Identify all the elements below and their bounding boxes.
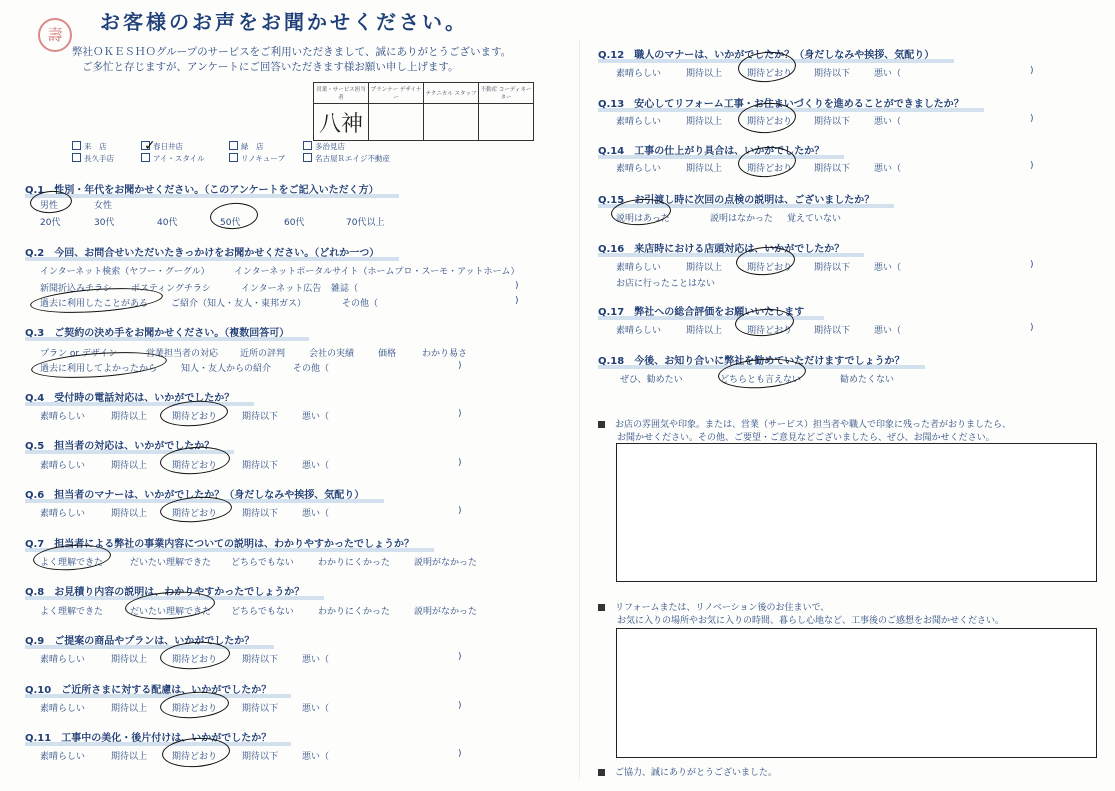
answer-option[interactable]: プラン or デザイン	[40, 349, 118, 359]
answer-option[interactable]: 女性	[94, 201, 113, 211]
checkbox[interactable]	[303, 153, 312, 162]
answer-close-paren: )	[1030, 66, 1034, 76]
answer-option[interactable]: 期待どおり	[747, 117, 793, 127]
answer-option[interactable]: わかりにくかった	[318, 607, 391, 617]
comment-box-1[interactable]	[616, 443, 1097, 582]
answer-option[interactable]: 期待どおり	[172, 412, 218, 422]
store-option[interactable]	[141, 153, 205, 164]
answer-option[interactable]: 悪い（	[302, 412, 330, 422]
answer-option[interactable]: 悪い（	[302, 461, 330, 471]
answer-option[interactable]: 50代	[220, 218, 241, 228]
answer-option[interactable]: わかりにくかった	[318, 558, 391, 568]
answer-option[interactable]: どちらでもない	[231, 558, 294, 568]
answer-option[interactable]: 期待以下	[242, 412, 279, 422]
answer-option[interactable]: 20代	[40, 218, 61, 228]
staff-value-realestate[interactable]	[479, 104, 534, 141]
answer-close-paren: )	[1030, 323, 1034, 333]
right-question-2: Q.13 安心してリフォーム工事・お住まいづくりを進めることができましたか？	[598, 95, 964, 110]
answer-option[interactable]: 覚えていない	[787, 214, 842, 224]
left-question-7: Q.7 担当者による弊社の事業内容についての説明は、わかりやすかったでしょうか？	[25, 535, 414, 550]
staff-table	[313, 82, 534, 141]
staff-value-sales[interactable]: 八神	[314, 104, 369, 141]
right-question-1: Q.12 職人のマナーは、いかがでしたか？（身だしなみや挨拶、気配り）	[598, 46, 934, 61]
comment-prompt-2-line-2: お気に入りの場所やお気に入りの時間、暮らし心地など、工事後のご感想をお聞かせください。	[617, 616, 1005, 626]
answer-option[interactable]: 素晴らしい	[616, 263, 662, 273]
left-question-4: Q.4 受付時の電話対応は、いかがでしたか？	[25, 389, 234, 404]
answer-option[interactable]: 60代	[284, 218, 305, 228]
square-bullet-icon	[598, 769, 605, 776]
answer-close-paren: )	[458, 749, 462, 759]
answer-option[interactable]: 期待以上	[111, 412, 148, 422]
answer-option[interactable]: 悪い（	[302, 752, 330, 762]
answer-option[interactable]: 期待どおり	[172, 461, 218, 471]
answer-option[interactable]: 素晴らしい	[616, 164, 662, 174]
store-label: 緑 店	[241, 142, 264, 151]
answer-option[interactable]: わかり易さ	[422, 349, 468, 359]
seal-stamp: 壽	[38, 18, 72, 52]
answer-option[interactable]: 悪い（	[874, 164, 902, 174]
store-label: 多治見店	[315, 142, 345, 151]
handwritten-circle-mark	[209, 201, 259, 230]
answer-option[interactable]: 雑誌（	[331, 284, 359, 294]
answer-close-paren: )	[515, 281, 519, 291]
staff-value-planner[interactable]	[369, 104, 424, 141]
answer-option[interactable]: 期待以上	[111, 509, 148, 519]
answer-close-paren: )	[458, 361, 462, 371]
left-question-1: Q.1 性別・年代をお聞かせください。（このアンケートをご記入いただく方）	[25, 181, 379, 196]
answer-option[interactable]: 期待以上	[686, 117, 723, 127]
answer-option[interactable]: 期待以上	[111, 461, 148, 471]
store-option[interactable]	[303, 141, 345, 152]
left-question-10: Q.10 ご近所さまに対する配慮は、いかがでしたか？	[25, 681, 271, 696]
left-question-2: Q.2 今回、お問合せいただいたきっかけをお聞かせください。（どれか一つ）	[25, 244, 379, 259]
answer-close-paren: )	[515, 296, 519, 306]
answer-option[interactable]: 期待以下	[242, 752, 279, 762]
checkbox[interactable]	[141, 153, 150, 162]
answer-option[interactable]: 過去に利用してよかったから	[40, 364, 158, 374]
left-question-9: Q.9 ご提案の商品やプランは、いかがでしたか？	[25, 632, 254, 647]
store-option[interactable]	[72, 141, 107, 152]
store-label: リノキューブ	[241, 154, 286, 163]
right-question-5: Q.16 来店時における店頭対応は、いかがでしたか？	[598, 240, 844, 255]
store-label: 長久手店	[84, 154, 114, 163]
store-label: 春日井店	[153, 142, 183, 151]
answer-option[interactable]: だいたい理解できた	[130, 558, 212, 568]
answer-close-paren: )	[458, 458, 462, 468]
answer-option[interactable]: 期待以上	[111, 704, 148, 714]
answer-close-paren: )	[458, 652, 462, 662]
answer-option[interactable]: 素晴らしい	[40, 704, 86, 714]
left-question-8: Q.8 お見積り内容の説明は、わかりやすかったでしょうか？	[25, 583, 304, 598]
answer-option[interactable]: 期待どおり	[747, 326, 793, 336]
answer-option[interactable]: 悪い（	[874, 263, 902, 273]
checkbox[interactable]	[229, 153, 238, 162]
answer-option[interactable]: 期待以上	[111, 655, 148, 665]
answer-option[interactable]: 近所の評判	[240, 349, 286, 359]
page-title: お客様のお声をお聞かせください。	[100, 10, 468, 34]
answer-option[interactable]: 期待以下	[814, 117, 851, 127]
answer-option[interactable]: 期待以下	[814, 164, 851, 174]
answer-option[interactable]: 素晴らしい	[40, 509, 86, 519]
answer-close-paren: )	[1030, 260, 1034, 270]
answer-option[interactable]: 悪い（	[302, 704, 330, 714]
answer-option[interactable]: 知人・友人からの紹介	[181, 364, 272, 374]
answer-option[interactable]: 70代以上	[346, 218, 385, 228]
answer-option[interactable]: だいたい理解できた	[130, 607, 212, 617]
answer-option[interactable]: 価格	[378, 349, 397, 359]
answer-option[interactable]: ぜひ、勧めたい	[620, 375, 683, 385]
answer-option[interactable]: 期待どおり	[172, 704, 218, 714]
answer-close-paren: )	[458, 409, 462, 419]
checkbox[interactable]	[72, 153, 81, 162]
answer-option[interactable]: 会社の実績	[309, 349, 355, 359]
check-mark-icon: ✓	[144, 138, 156, 154]
answer-option[interactable]: よく理解できた	[40, 558, 104, 568]
answer-option[interactable]: どちらでもない	[231, 607, 294, 617]
staff-value-technical[interactable]	[424, 104, 479, 141]
square-bullet-icon	[598, 604, 605, 611]
intro-line-1: 弊社ＯＫＥＳＨＯグループのサービスをご利用いただきまして、誠にありがとうございます。	[72, 46, 512, 58]
checkbox[interactable]	[303, 141, 312, 150]
answer-option[interactable]: よく理解できた	[40, 607, 104, 617]
answer-option[interactable]: 期待以上	[686, 263, 723, 273]
left-question-11: Q.11 工事中の美化・後片付けは、いかがでしたか？	[25, 729, 271, 744]
answer-option[interactable]: 素晴らしい	[40, 412, 86, 422]
answer-option[interactable]: 期待以下	[242, 509, 279, 519]
answer-option[interactable]: 期待どおり	[172, 655, 218, 665]
answer-option[interactable]: 期待どおり	[172, 509, 218, 519]
intro-line-2: ご多忙と存じますが、アンケートにご回答いただきます様お願い申し上げます。	[82, 61, 459, 73]
store-option[interactable]	[72, 153, 114, 164]
answer-option[interactable]: 期待以下	[814, 326, 851, 336]
answer-option[interactable]: 男性	[40, 201, 59, 211]
comment-prompt-1-line-2: お聞かせください。その他、ご要望・ご意見などございましたら、ぜひ、お聞かせください。	[617, 433, 995, 443]
store-option[interactable]	[229, 141, 264, 152]
checkbox[interactable]	[72, 141, 81, 150]
staff-header-technical: テクニカル スタッフ	[424, 83, 479, 104]
answer-option[interactable]: お店に行ったことはない	[616, 279, 716, 289]
answer-close-paren: )	[1030, 161, 1034, 171]
answer-option[interactable]: どちらとも言えない	[720, 375, 802, 385]
staff-header-realestate: 不動産 コーディネーター	[479, 83, 534, 104]
store-label: 名古屋Ｒエイジ不動産	[315, 154, 390, 163]
left-question-5: Q.5 担当者の対応は、いかがでしたか？	[25, 437, 214, 452]
answer-option[interactable]: 40代	[157, 218, 178, 228]
store-option[interactable]	[229, 153, 285, 164]
answer-option[interactable]: 営業担当者の対応	[146, 349, 219, 359]
answer-option[interactable]: 期待どおり	[172, 752, 218, 762]
answer-option[interactable]: 過去に利用したことがある	[40, 299, 149, 309]
answer-option[interactable]: 悪い（	[874, 117, 902, 127]
column-divider	[579, 40, 580, 780]
store-option[interactable]	[303, 153, 390, 164]
answer-option[interactable]: 勧めたくない	[840, 375, 895, 385]
answer-option[interactable]: ポスティングチラシ	[131, 284, 211, 294]
answer-option[interactable]: 素晴らしい	[40, 655, 86, 665]
answer-option[interactable]: インターネットポータルサイト（ホームプロ・スーモ・アットホーム）	[234, 267, 520, 277]
store-label: アイ・スタイル	[153, 154, 205, 163]
answer-option[interactable]: 説明はあった	[616, 214, 670, 224]
answer-option[interactable]: その他（	[293, 364, 330, 374]
square-bullet-icon	[598, 421, 605, 428]
answer-option[interactable]: 期待以下	[814, 69, 851, 79]
answer-option[interactable]: 素晴らしい	[40, 461, 86, 471]
answer-option[interactable]: 30代	[94, 218, 115, 228]
answer-option[interactable]: 説明はなかった	[710, 214, 774, 224]
answer-option[interactable]: インターネット広告	[241, 284, 322, 294]
answer-close-paren: )	[458, 701, 462, 711]
answer-option[interactable]: インターネット検索（ヤフー・グーグル）	[40, 267, 210, 277]
answer-option[interactable]: 期待どおり	[747, 164, 793, 174]
closing-message: ご協力、誠にありがとうございました。	[598, 765, 777, 778]
answer-option[interactable]: 悪い（	[874, 326, 902, 336]
staff-header-sales: 営業・サービス担当者	[314, 83, 369, 104]
answer-option[interactable]: ご紹介（知人・友人・東邦ガス）	[171, 299, 307, 309]
left-question-6: Q.6 担当者のマナーは、いかがでしたか？（身だしなみや挨拶、気配り）	[25, 486, 364, 501]
answer-close-paren: )	[458, 506, 462, 516]
staff-header-planner: プランナー デザイナー	[369, 83, 424, 104]
answer-option[interactable]: 期待以上	[686, 326, 723, 336]
answer-option[interactable]: 説明がなかった	[414, 607, 478, 617]
answer-option[interactable]: 期待どおり	[747, 69, 793, 79]
right-question-4: Q.15 お引渡し時に次回の点検の説明は、ございましたか？	[598, 191, 874, 206]
answer-option[interactable]: 説明がなかった	[414, 558, 478, 568]
answer-option[interactable]: 期待以下	[814, 263, 851, 273]
answer-option[interactable]: 期待以下	[242, 461, 279, 471]
answer-option[interactable]: 期待以下	[242, 655, 279, 665]
answer-option[interactable]: 素晴らしい	[616, 69, 662, 79]
answer-option[interactable]: 悪い（	[302, 509, 330, 519]
answer-option[interactable]: 期待以上	[686, 164, 723, 174]
right-question-7: Q.18 今後、お知り合いに弊社を勧めていただけますでしょうか？	[598, 352, 905, 367]
right-question-3: Q.14 工事の仕上がり具合は、いかがでしたか？	[598, 142, 824, 157]
right-question-6: Q.17 弊社への総合評価をお願いいたします	[598, 303, 804, 318]
answer-option[interactable]: 期待以下	[242, 704, 279, 714]
answer-option[interactable]: 期待どおり	[747, 263, 793, 273]
answer-option[interactable]: 悪い（	[874, 69, 902, 79]
store-label: 来 店	[84, 142, 107, 151]
answer-close-paren: )	[1030, 114, 1034, 124]
answer-option[interactable]: 期待以上	[111, 752, 148, 762]
answer-option[interactable]: 新聞折込みチラシ	[40, 284, 113, 294]
comment-box-2[interactable]	[616, 628, 1097, 758]
answer-option[interactable]: 素晴らしい	[40, 752, 86, 762]
answer-option[interactable]: 悪い（	[302, 655, 330, 665]
answer-option[interactable]: 素晴らしい	[616, 117, 662, 127]
checkbox[interactable]	[229, 141, 238, 150]
comment-prompt-1-line-1: お店の雰囲気や印象。または、営業（サービス）担当者や職人で印象に残った者がおりましたら、	[598, 417, 1011, 430]
answer-option[interactable]: 期待以上	[686, 69, 723, 79]
answer-option[interactable]: その他（	[342, 299, 379, 309]
left-question-3: Q.3 ご契約の決め手をお聞かせください。（複数回答可）	[25, 324, 289, 339]
answer-option[interactable]: 素晴らしい	[616, 326, 662, 336]
comment-prompt-2-line-1: リフォームまたは、リノベーション後のお住まいで、	[598, 600, 829, 613]
